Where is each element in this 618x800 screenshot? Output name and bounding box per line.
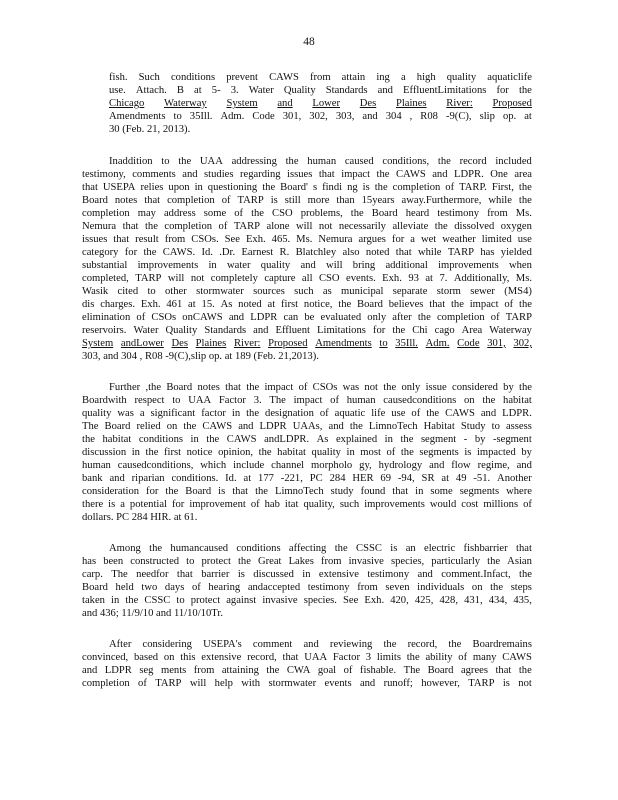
text-line: completed, TARP will not completely capture all CSO events. Exh. 93 at 7. Additionally, Ms.: [82, 273, 532, 284]
text-line: consideration for the Board is that the LimnoTech study found that in some segments where: [82, 486, 532, 497]
text-line: dollars. PC 284 HIR. at 61.: [82, 512, 198, 523]
text-line: that USEPA relies upon in questioning the Board' s findi ng is the completion of TARP. First, the: [82, 182, 532, 193]
text-line: fish. Such conditions prevent CAWS from attain ing a high quality aquaticlife: [109, 72, 532, 83]
text-line: human causedconditions, which include channel morpholo gy, hydrology and flow regime, and: [82, 460, 532, 471]
text-line: Further ,the Board notes that the impact of CSOs was not the only issue considered by the: [109, 382, 532, 393]
text-line: Wasik cited to other stormwater sources such as municipal separate storm sewer (MS4): [82, 286, 532, 297]
text-line: 30 (Feb. 21, 2013).: [109, 124, 191, 135]
text-line: bank and riparian conditions. Id. at 177 -221, PC 284 HER 69 -94, SR at 49 -51. Another: [82, 473, 532, 484]
text-line: taken in the CSSC to protect against invasive species. See Exh. 420, 425, 428, 431, 434, 435,: [82, 595, 532, 606]
text-line: Board held two days of hearing andaccepted testimony from seven individuals on the steps: [82, 582, 532, 593]
text-line: dis charges. Exh. 461 at 15. As noted at first notice, the Board believes that the impact of the: [82, 299, 532, 310]
text-line: issues that result from CSOs. See Exh. 465. Ms. Nemura argues for a wet weather limited use: [82, 234, 532, 245]
text-line: The Board relied on the CAWS and LDPR UAAs, and the LimnoTech Habitat Study to assess: [82, 421, 532, 432]
text-line: Inaddition to the UAA addressing the human caused conditions, the record included: [109, 156, 532, 167]
page-number: 48: [303, 36, 315, 48]
document-body: [82, 71, 532, 690]
paragraph-conclusion: [82, 638, 532, 690]
text-line: Boardwith respect to UAA Factor 3. The impact of human causedconditions on the habitat: [82, 395, 532, 406]
text-line: testimony, comments and studies regarding issues that impact the CAWS and LDPR. One area: [82, 169, 532, 180]
text-line: carp. The needfor that barrier is discussed in extensive testimony and comment.Infact, the: [82, 569, 532, 580]
text-line: there is a potential for improvement of hab itat quality, such improvements would cost millions of: [82, 499, 532, 510]
text-line: completion may address some of the CSO problems, the Board heard testimony from Ms.: [82, 208, 532, 219]
text-line: the habitat conditions in the CAWS andLDPR. As explained in the segment - by -segment: [82, 434, 532, 445]
text-line: completion of TARP will help with stormwater events and runoff; however, TARP is not: [82, 678, 532, 689]
text-line: convinced, based on this extensive record, that UAA Factor 3 limits the ability of many CAWS: [82, 652, 532, 663]
text-line: After considering USEPA's comment and reviewing the record, the Boardremains: [109, 639, 532, 650]
text-line: and LDPR seg ments from attaining the CWA goal of fishable. The Board agrees that the: [82, 665, 532, 676]
text-line: Amendments to 35Ill. Adm. Code 301, 302, 303, and 304 , R08 -9(C), slip op. at: [109, 111, 532, 122]
text-line: quality was a significant factor in the designation of aquatic life use of the CAWS and LDPR.: [82, 408, 532, 419]
text-line: reservoirs. Water Quality Standards and Effluent Limitations for the Chi cago Area Waterway: [82, 325, 532, 336]
paragraph-further: [82, 381, 532, 524]
text-line: elimination of CSOs onCAWS and LDPR can be evaluated only after the completion of TARP: [82, 312, 532, 323]
paragraph-continuation: [82, 71, 532, 136]
text-line: System andLower Des Plaines River: Proposed Amendments to 35Ill. Adm. Code 301, 302,: [82, 338, 532, 349]
text-line: use. Attach. B at 5- 3. Water Quality Standards and EffluentLimitations for the: [109, 85, 532, 96]
text-line: and 436; 11/9/10 and 11/10/10Tr.: [82, 608, 223, 619]
text-line: Chicago Waterway System and Lower Des Plaines River: Proposed: [109, 98, 532, 109]
text-line: Board notes that completion of TARP is still more than 15years away.Furthermore, while the: [82, 195, 532, 206]
paragraph-addition: [82, 155, 532, 363]
text-line: Nemura that the completion of TARP alone will not necessarily alleviate the dissolved oxygen: [82, 221, 532, 232]
text-line: substantial improvements in water quality and will bring additional improvements when: [82, 260, 532, 271]
text-line: has been constructed to protect the Great Lakes from invasive species, particularly the Asian: [82, 556, 532, 567]
text-line: 303, and 304 , R08 -9(C),slip op. at 189 (Feb. 21,2013).: [82, 351, 319, 362]
paragraph-fishbarrier: [82, 542, 532, 620]
text-line: category for the CAWS. Id. .Dr. Earnest R. Blatchley also noted that while TARP has yielded: [82, 247, 532, 258]
text-line: discussion in the first notice opinion, the habitat quality in most of the segments is impacted by: [82, 447, 532, 458]
text-line: Among the humancaused conditions affecting the CSSC is an electric fishbarrier that: [109, 543, 532, 554]
